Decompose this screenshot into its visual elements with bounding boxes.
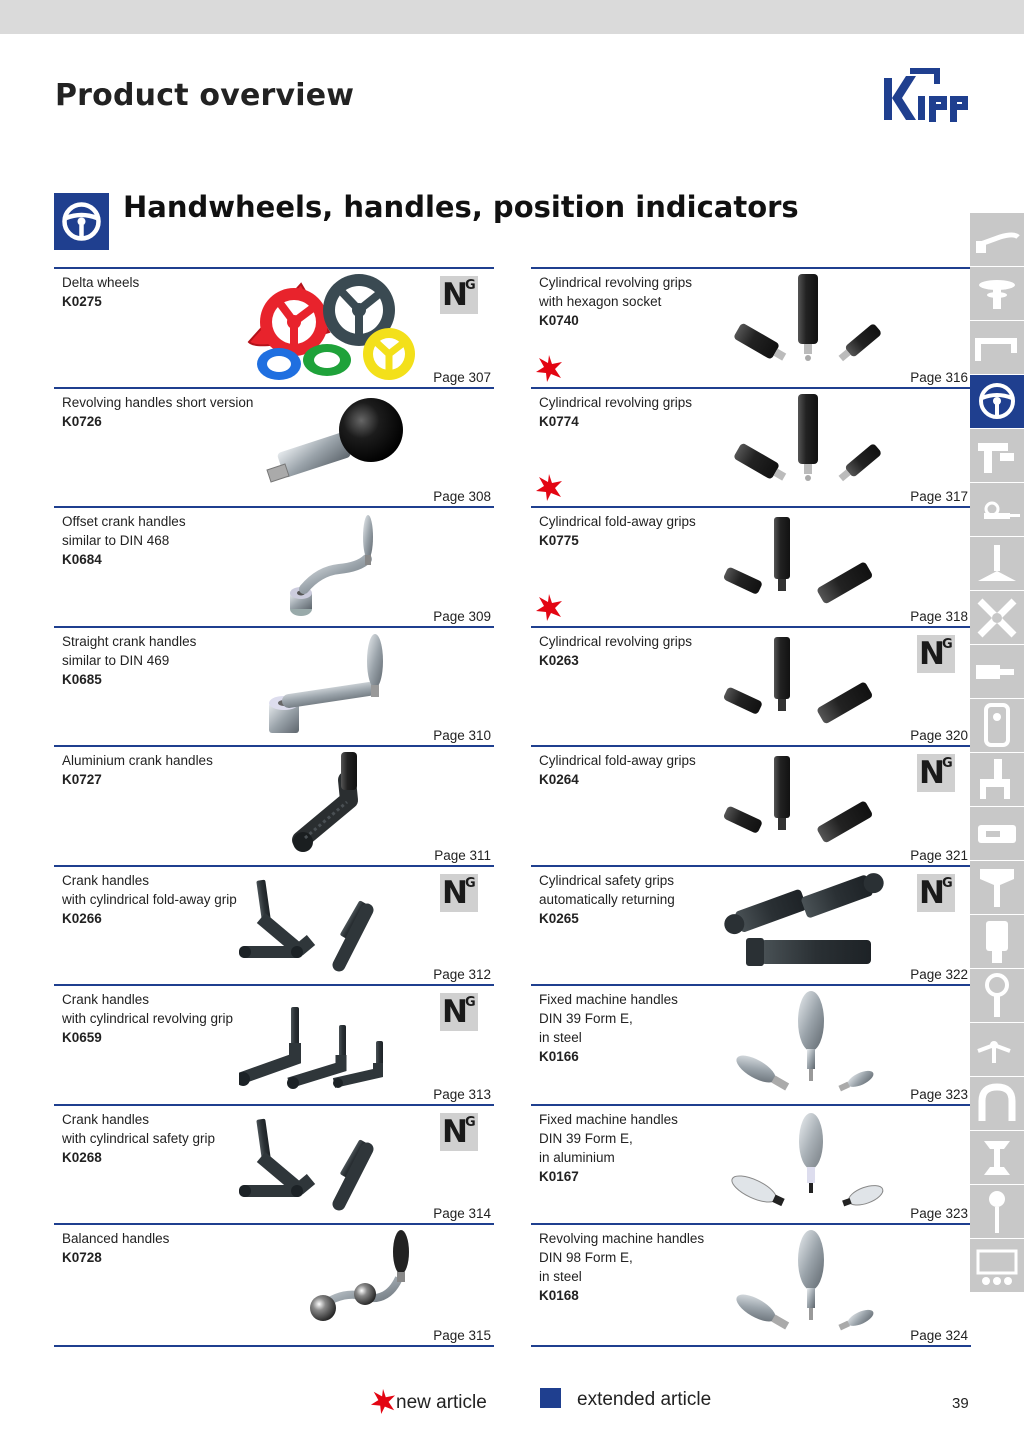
product-description-line: Cylindrical revolving grips — [539, 275, 693, 290]
legend-extended — [540, 1388, 711, 1411]
chapter-tab-15[interactable] — [970, 969, 1024, 1022]
legend-extended-label: extended article — [577, 1389, 712, 1410]
chapter-tab-9[interactable] — [970, 645, 1024, 698]
product-entry-k0166[interactable] — [531, 984, 971, 1104]
product-description-line: in steel — [539, 1269, 582, 1284]
page-reference[interactable]: Page 324 — [910, 1328, 968, 1343]
product-code: K0740 — [539, 313, 579, 328]
product-title — [62, 512, 262, 569]
screw-icon — [970, 861, 1024, 913]
product-description-line: DIN 39 Form E, — [539, 1011, 633, 1026]
chapter-tab-12[interactable] — [970, 807, 1024, 860]
product-entry-k0168[interactable] — [531, 1223, 971, 1347]
product-image — [239, 750, 439, 860]
product-image — [239, 272, 439, 382]
chapter-tab-2[interactable] — [970, 267, 1024, 320]
product-entry-k0774[interactable] — [531, 387, 971, 507]
product-entry-k0659[interactable] — [54, 984, 494, 1104]
product-entry-k0266[interactable] — [54, 865, 494, 985]
toggle-clamp-icon — [970, 753, 1024, 805]
page-reference[interactable]: Page 322 — [910, 967, 968, 982]
product-image — [716, 511, 916, 621]
product-code: K0275 — [62, 294, 102, 309]
chapter-tab-13[interactable] — [970, 861, 1024, 914]
product-entry-k0740[interactable] — [531, 267, 971, 387]
chapter-tab-1[interactable] — [970, 213, 1024, 266]
product-image — [716, 392, 916, 502]
chapter-tab-6[interactable] — [970, 483, 1024, 536]
clamp-icon — [970, 321, 1024, 373]
product-title — [62, 393, 262, 431]
chapter-tab-8[interactable] — [970, 591, 1024, 644]
fastener-icon — [970, 807, 1024, 859]
product-title — [539, 393, 739, 431]
star-grip-icon — [970, 591, 1024, 643]
page-reference[interactable]: Page 314 — [433, 1206, 491, 1221]
right-column — [531, 267, 971, 1347]
product-description-line: in steel — [539, 1030, 582, 1045]
product-description-line: Cylindrical revolving grips — [539, 394, 693, 410]
product-entry-k0726[interactable] — [54, 387, 494, 507]
product-entry-k0728[interactable] — [54, 1223, 494, 1347]
product-description-line: Cylindrical safety grips — [539, 872, 675, 888]
page-reference[interactable]: Page 311 — [434, 847, 491, 863]
product-title — [62, 990, 262, 1047]
product-entry-k0275[interactable] — [54, 267, 494, 387]
product-title — [62, 632, 262, 689]
product-entry-k0727[interactable] — [54, 745, 494, 865]
product-description-line: DIN 98 Form E, — [539, 1250, 633, 1265]
extended-article-square-icon — [540, 1388, 561, 1408]
new-article-star-icon — [370, 1388, 396, 1414]
product-description-line: Revolving handles short version — [62, 394, 254, 410]
spring-icon — [970, 1077, 1024, 1129]
product-image — [716, 870, 916, 980]
product-code: K0684 — [62, 552, 102, 567]
product-entry-k0167[interactable] — [531, 1104, 971, 1224]
product-code: K0265 — [539, 910, 579, 926]
product-entry-k0264[interactable] — [531, 745, 971, 865]
product-title — [539, 751, 739, 789]
product-code: K0268 — [62, 1149, 102, 1165]
product-image — [716, 1109, 916, 1219]
page-reference[interactable]: Page 323 — [910, 1206, 968, 1221]
product-title — [539, 871, 739, 928]
product-description-line: Cylindrical fold-away grips — [539, 753, 696, 768]
product-code: K0264 — [539, 772, 579, 787]
ng-badge: N G — [917, 754, 955, 792]
product-code: K0266 — [62, 910, 102, 926]
page-reference[interactable]: Page 315 — [433, 1328, 491, 1343]
indexing-plunger-icon — [970, 483, 1024, 535]
hinge-icon — [970, 969, 1024, 1021]
product-description-line: Cylindrical revolving grips — [539, 633, 693, 649]
product-description-line: with cylindrical safety grip — [62, 1130, 216, 1146]
page-reference[interactable]: Page 321 — [910, 847, 968, 863]
clamping-lever-icon — [970, 213, 1024, 265]
product-description-line: Crank handles — [62, 1111, 150, 1127]
new-article-star-icon — [535, 593, 563, 621]
chapter-tab-17[interactable] — [970, 1077, 1024, 1130]
product-code: K0775 — [539, 533, 579, 548]
chapter-tab-16[interactable] — [970, 1023, 1024, 1076]
product-title — [62, 751, 262, 789]
latch-icon — [970, 699, 1024, 751]
product-description-line: similar to DIN 468 — [62, 533, 170, 548]
product-description-line: Straight crank handles — [62, 633, 197, 649]
chapter-tabs — [970, 213, 1024, 1293]
chapter-tab-14[interactable] — [970, 915, 1024, 968]
ng-badge: N G — [917, 874, 955, 912]
new-article-star-icon — [535, 473, 563, 501]
product-description-line: Offset crank handles — [62, 514, 186, 529]
product-description-line: Delta wheels — [62, 275, 140, 290]
product-code: K0726 — [62, 413, 102, 429]
product-description-line: Revolving machine handles — [539, 1231, 705, 1246]
product-entry-k0775[interactable] — [531, 506, 971, 626]
product-title — [539, 1110, 739, 1186]
chapter-tab-4[interactable] — [970, 375, 1024, 428]
product-description-line: Aluminium crank handles — [62, 753, 213, 768]
product-description-line: Fixed machine handles — [539, 992, 678, 1007]
page-reference[interactable]: Page 307 — [433, 369, 491, 385]
product-code: K0727 — [62, 772, 102, 787]
product-description-line: Cylindrical fold-away grips — [539, 514, 696, 529]
page-reference[interactable]: Page 317 — [910, 489, 968, 504]
product-image — [239, 1109, 439, 1219]
page-reference[interactable]: Page 313 — [433, 1086, 491, 1102]
product-code: K0168 — [539, 1288, 579, 1303]
product-description-line: with cylindrical fold-away grip — [62, 891, 237, 907]
product-image — [716, 631, 916, 741]
page-number: 39 — [952, 1395, 969, 1412]
chapter-tab-5[interactable] — [970, 429, 1024, 482]
leveling-foot-icon — [970, 537, 1024, 589]
product-description-line: with hexagon socket — [539, 294, 662, 309]
product-title — [539, 1229, 739, 1305]
top-bar — [0, 0, 1024, 34]
ng-badge: N G — [440, 276, 478, 314]
product-image — [716, 1228, 916, 1338]
legend-new-label: new article — [396, 1392, 487, 1413]
chapter-tab-10[interactable] — [970, 699, 1024, 752]
product-image — [716, 272, 916, 382]
ng-badge: N G — [440, 993, 478, 1031]
section-title: Handwheels, handles, position indicators — [123, 190, 799, 224]
steering-wheel-icon — [54, 193, 109, 250]
page-reference[interactable]: Page 320 — [910, 728, 968, 743]
chapter-tab-18[interactable] — [970, 1131, 1024, 1184]
ng-badge: N G — [440, 874, 478, 912]
product-description-line: automatically returning — [539, 891, 675, 907]
conveyor-icon — [970, 1239, 1024, 1291]
product-image — [716, 750, 916, 860]
product-image — [239, 989, 439, 1099]
product-code: K0166 — [539, 1049, 579, 1064]
product-title — [539, 990, 739, 1066]
kipp-logo — [880, 62, 974, 132]
chapter-tab-11[interactable] — [970, 753, 1024, 806]
knob-icon — [970, 267, 1024, 319]
product-description-line: Fixed machine handles — [539, 1111, 678, 1127]
page-reference[interactable]: Page 323 — [910, 1086, 968, 1102]
product-entry-k0268[interactable] — [54, 1104, 494, 1224]
product-image — [239, 1228, 439, 1338]
product-description-line: DIN 39 Form E, — [539, 1130, 633, 1146]
product-image — [716, 989, 916, 1099]
page-title: Product overview — [55, 78, 355, 113]
product-description-line: Balanced handles — [62, 1231, 170, 1246]
product-title — [62, 1229, 262, 1267]
product-description-line: similar to DIN 469 — [62, 652, 170, 668]
chapter-tab-3[interactable] — [970, 321, 1024, 374]
chapter-tab-20[interactable] — [970, 1239, 1024, 1292]
product-title — [62, 1110, 262, 1167]
product-image — [239, 511, 439, 621]
lifting-ring-icon — [970, 915, 1024, 967]
page-reference[interactable]: Page 310 — [433, 728, 491, 743]
product-title — [62, 273, 262, 311]
product-title — [539, 273, 739, 330]
product-code: K0774 — [539, 413, 579, 429]
ng-badge: N G — [440, 1113, 478, 1151]
product-code: K0659 — [62, 1030, 102, 1045]
plunger-icon — [970, 645, 1024, 697]
product-code: K0167 — [539, 1168, 579, 1184]
product-description-line: with cylindrical revolving grip — [62, 1011, 234, 1026]
product-title — [539, 632, 739, 670]
new-article-star-icon — [535, 354, 563, 382]
chapter-tab-19[interactable] — [970, 1185, 1024, 1238]
product-code: K0728 — [62, 1250, 102, 1265]
jack-icon — [970, 429, 1024, 481]
product-image — [239, 631, 439, 741]
ng-badge: N G — [917, 635, 955, 673]
product-title — [539, 512, 739, 550]
chapter-tab-7[interactable] — [970, 537, 1024, 590]
product-entry-k0685[interactable] — [54, 626, 494, 746]
ball-lock-icon — [970, 1185, 1024, 1237]
product-code: K0263 — [539, 652, 579, 668]
page-reference[interactable]: Page 312 — [433, 967, 491, 982]
pin-icon — [970, 1131, 1024, 1183]
product-title — [62, 871, 262, 928]
page-reference[interactable]: Page 308 — [433, 489, 491, 504]
product-image — [239, 392, 439, 502]
product-entry-k0263[interactable] — [531, 626, 971, 746]
product-entry-k0265[interactable] — [531, 865, 971, 985]
product-description-line: Crank handles — [62, 992, 150, 1007]
magnet-icon — [970, 1023, 1024, 1075]
product-description-line: Crank handles — [62, 872, 150, 888]
product-image — [239, 870, 439, 980]
left-column — [54, 267, 494, 1347]
page-reference[interactable]: Page 316 — [910, 369, 968, 385]
page-reference[interactable]: Page 309 — [433, 608, 491, 624]
page-reference[interactable]: Page 318 — [910, 608, 968, 624]
product-description-line: in aluminium — [539, 1149, 615, 1165]
product-entry-k0684[interactable] — [54, 506, 494, 626]
legend-new — [370, 1388, 487, 1414]
steering-wheel-icon — [970, 375, 1024, 427]
product-code: K0685 — [62, 671, 102, 687]
section-icon — [54, 193, 109, 250]
